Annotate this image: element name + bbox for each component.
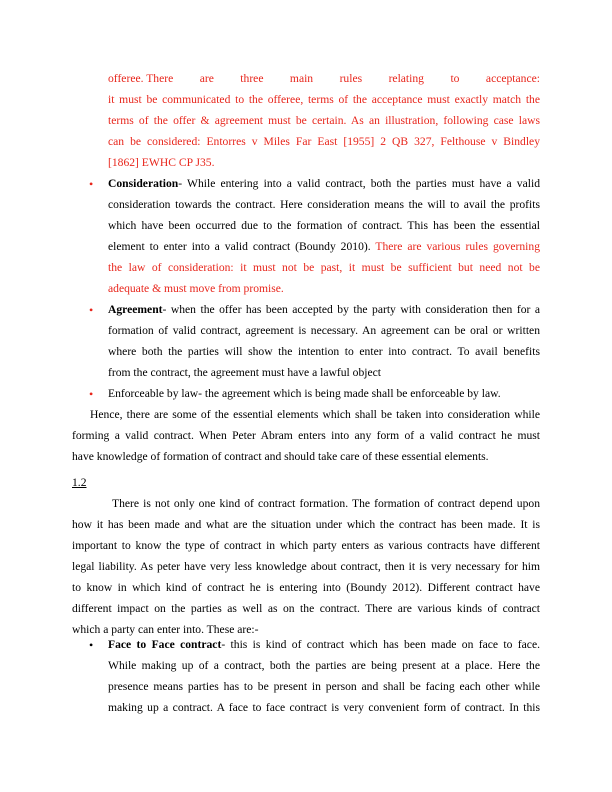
section-line-6: different impact on the parties as well as on the contract. There are various kinds of contract — [72, 602, 540, 615]
face-text: - this is kind of contract which has been made on face to face. — [221, 638, 541, 651]
word: three — [240, 72, 264, 85]
agreement-line-4: from the contract, the agreement must have a lawful object — [108, 366, 381, 379]
bullet-icon: • — [89, 638, 94, 652]
enforceable-line: Enforceable by law- the agreement which is being made shall be enforceable by law. — [108, 387, 501, 400]
section-line-4: legal liability. As peter have very less knowledge about contract, then it is very necessary for him — [72, 560, 540, 573]
consideration-line-5: the law of consideration: it must not be past, it must be sufficient but need not be — [108, 261, 540, 274]
face-term: Face to Face contract — [108, 638, 222, 651]
consideration-term: Consideration — [108, 177, 179, 190]
agreement-term: Agreement — [108, 303, 163, 316]
acceptance-line-5: [1862] EWHC CP J35. — [108, 156, 215, 169]
section-line-3: important to know the type of contract in which party enters as various contracts have different — [72, 539, 540, 552]
word: acceptance: — [485, 72, 540, 85]
word: offeree. There — [108, 72, 174, 85]
face-line-3: presence means parties has to be present in person and shall be facing each other while — [108, 680, 540, 693]
bullet-icon: • — [89, 387, 94, 401]
word: are — [199, 72, 214, 85]
consideration-line-4 — [108, 240, 540, 254]
section-line-2: how it has been made and what are the situation under which the contract has been made. It is — [72, 518, 540, 531]
section-line-7: which a party can enter into. These are:- — [72, 623, 259, 636]
hence-line-3: have knowledge of formation of contract and should take care of these essential elements. — [72, 450, 489, 463]
section-line-1: There is not only one kind of contract formation. The formation of contract depend upon — [112, 497, 540, 510]
agreement-line-1 — [108, 303, 540, 317]
agreement-line-3: where both the parties will show the intention to enter into contract. To avail benefits — [108, 345, 540, 358]
face-line-1 — [108, 638, 540, 652]
agreement-line-2: formation of valid contract, agreement is necessary. An agreement can be oral or written — [108, 324, 540, 337]
acceptance-line-2: it must be communicated to the offeree, terms of the acceptance must exactly match the — [108, 93, 540, 106]
consideration-line-6: adequate & must move from promise. — [108, 282, 284, 295]
acceptance-line-3: terms of the offer & agreement must be certain. As an illustration, following case laws — [108, 114, 540, 127]
bullet-icon: • — [89, 303, 94, 317]
acceptance-line-1 — [108, 72, 540, 86]
consideration-line-1 — [108, 177, 540, 191]
consideration-black-text: element to enter into a valid contract (Boundy 2010). — [108, 240, 376, 253]
word: main — [289, 72, 314, 85]
bullet-icon: • — [89, 177, 94, 191]
acceptance-line-4: can be considered: Entorres v Miles Far East [1955] 2 QB 327, Felthouse v Bindley — [108, 135, 540, 148]
consideration-line-3: which have been occurred due to the formation of contract. This has been the essential — [108, 219, 540, 232]
word: to — [450, 72, 460, 85]
agreement-text: - when the offer has been accepted by the party with consideration then for a — [162, 303, 540, 316]
word: rules — [339, 72, 363, 85]
hence-line-1: Hence, there are some of the essential elements which shall be taken into consideration while — [90, 408, 540, 421]
consideration-line-2: consideration towards the contract. Here consideration means the will to avail the profits — [108, 198, 540, 211]
hence-line-2: forming a valid contract. When Peter Abram enters into any form of a valid contract he must — [72, 429, 540, 442]
face-line-4: making up a contract. A face to face contract is very convenient form of contract. In this — [108, 701, 540, 714]
consideration-red-text: There are various rules governing — [375, 240, 540, 253]
consideration-text: - While entering into a valid contract, both the parties must have a valid — [178, 177, 540, 190]
section-line-5: to know in which kind of contract he is entering into (Boundy 2012). Different contract have — [72, 581, 540, 594]
section-number: 1.2 — [72, 476, 87, 489]
word: relating — [388, 72, 424, 85]
face-line-2: While making up of a contract, both the parties are being present at a place. Here the — [108, 659, 540, 672]
